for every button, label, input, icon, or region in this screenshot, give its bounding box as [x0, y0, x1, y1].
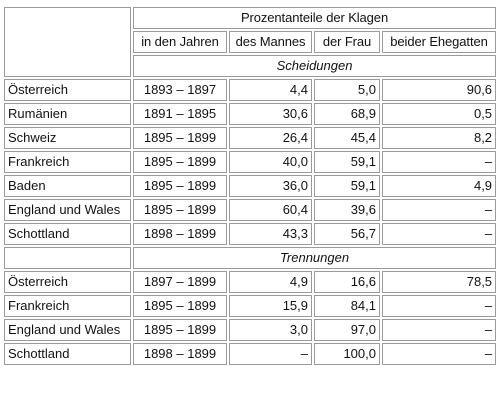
- country-cell: Österreich: [4, 79, 131, 101]
- table-row: [4, 271, 496, 293]
- country-cell: Frankreich: [4, 295, 131, 317]
- woman-value-cell: 68,9: [314, 103, 380, 125]
- both-value-cell: 4,9: [382, 175, 496, 197]
- table-row: [4, 175, 496, 197]
- man-value-cell: 15,9: [229, 295, 312, 317]
- country-cell: Rumänien: [4, 103, 131, 125]
- man-value-cell: –: [229, 343, 312, 365]
- country-cell: Baden: [4, 175, 131, 197]
- both-value-cell: 90,6: [382, 79, 496, 101]
- country-cell: Schottland: [4, 343, 131, 365]
- country-cell: Frankreich: [4, 151, 131, 173]
- years-cell: 1895 – 1899: [133, 295, 227, 317]
- divorce-claims-table: [2, 5, 498, 367]
- table-row: [4, 199, 496, 221]
- woman-value-cell: 45,4: [314, 127, 380, 149]
- woman-value-cell: 5,0: [314, 79, 380, 101]
- man-value-cell: 30,6: [229, 103, 312, 125]
- column-header-woman: der Frau: [314, 31, 380, 53]
- section-corner-cell: [4, 247, 131, 269]
- table-row: [4, 295, 496, 317]
- both-value-cell: 78,5: [382, 271, 496, 293]
- section-header-row: [4, 247, 496, 269]
- table-row: [4, 127, 496, 149]
- section-title-trennungen: Trennungen: [133, 247, 496, 269]
- column-header-years: in den Jahren: [133, 31, 227, 53]
- section-title-scheidungen: Scheidungen: [133, 55, 496, 77]
- table-row: [4, 79, 496, 101]
- table-row: [4, 343, 496, 365]
- years-cell: 1895 – 1899: [133, 175, 227, 197]
- man-value-cell: 3,0: [229, 319, 312, 341]
- both-value-cell: –: [382, 295, 496, 317]
- both-value-cell: 8,2: [382, 127, 496, 149]
- column-header-both: beider Ehegatten: [382, 31, 496, 53]
- woman-value-cell: 97,0: [314, 319, 380, 341]
- man-value-cell: 4,4: [229, 79, 312, 101]
- country-cell: England und Wales: [4, 199, 131, 221]
- years-cell: 1895 – 1899: [133, 127, 227, 149]
- table-row: [4, 223, 496, 245]
- man-value-cell: 40,0: [229, 151, 312, 173]
- woman-value-cell: 59,1: [314, 175, 380, 197]
- man-value-cell: 60,4: [229, 199, 312, 221]
- country-cell: England und Wales: [4, 319, 131, 341]
- man-value-cell: 4,9: [229, 271, 312, 293]
- country-cell: Österreich: [4, 271, 131, 293]
- years-cell: 1893 – 1897: [133, 79, 227, 101]
- both-value-cell: –: [382, 319, 496, 341]
- statistics-table-container: [2, 5, 496, 367]
- both-value-cell: –: [382, 223, 496, 245]
- both-value-cell: –: [382, 199, 496, 221]
- woman-value-cell: 39,6: [314, 199, 380, 221]
- country-cell: Schweiz: [4, 127, 131, 149]
- group-title: Prozentanteile der Klagen: [133, 7, 496, 29]
- years-cell: 1895 – 1899: [133, 151, 227, 173]
- column-header-man: des Mannes: [229, 31, 312, 53]
- years-cell: 1898 – 1899: [133, 343, 227, 365]
- years-cell: 1898 – 1899: [133, 223, 227, 245]
- both-value-cell: 0,5: [382, 103, 496, 125]
- years-cell: 1895 – 1899: [133, 199, 227, 221]
- country-cell: Schottland: [4, 223, 131, 245]
- man-value-cell: 26,4: [229, 127, 312, 149]
- table-row: [4, 319, 496, 341]
- years-cell: 1897 – 1899: [133, 271, 227, 293]
- both-value-cell: –: [382, 151, 496, 173]
- years-cell: 1895 – 1899: [133, 319, 227, 341]
- years-cell: 1891 – 1895: [133, 103, 227, 125]
- woman-value-cell: 59,1: [314, 151, 380, 173]
- woman-value-cell: 100,0: [314, 343, 380, 365]
- woman-value-cell: 56,7: [314, 223, 380, 245]
- woman-value-cell: 16,6: [314, 271, 380, 293]
- table-row: [4, 151, 496, 173]
- man-value-cell: 36,0: [229, 175, 312, 197]
- corner-cell: [4, 7, 131, 77]
- woman-value-cell: 84,1: [314, 295, 380, 317]
- table-row: [4, 103, 496, 125]
- man-value-cell: 43,3: [229, 223, 312, 245]
- both-value-cell: –: [382, 343, 496, 365]
- header-row-group: [4, 7, 496, 29]
